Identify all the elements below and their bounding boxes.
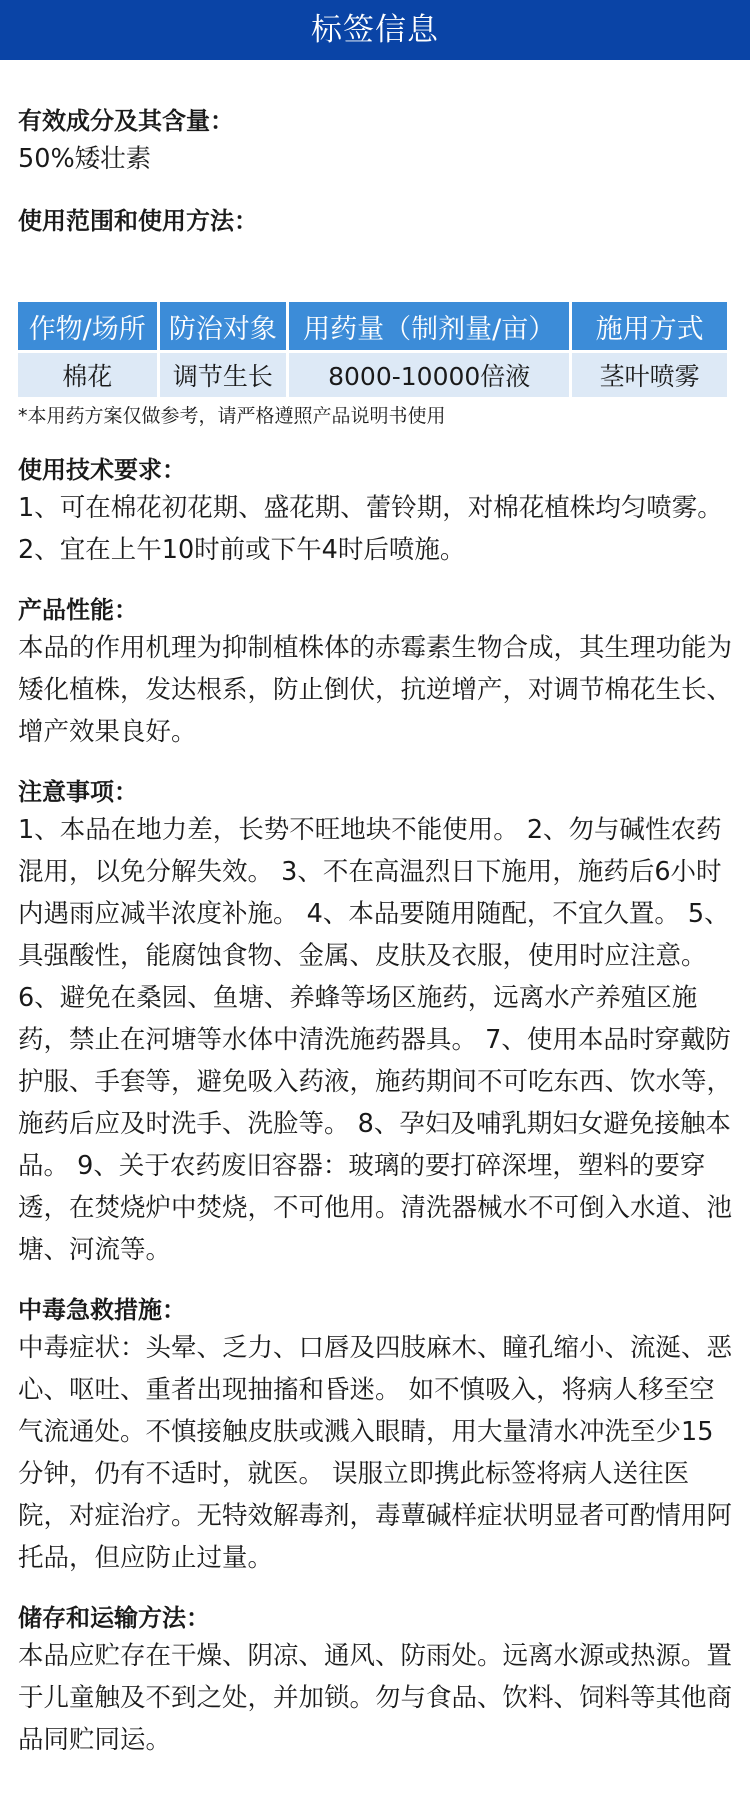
- precautions-title: 注意事项：: [18, 778, 138, 806]
- dosage-table: [15, 302, 730, 397]
- performance-text: 本品的作用机理为抑制植株体的赤霉素生物合成，其生理功能为矮化植株，发达根系，防止倒伏，抗逆增产，对调节棉花生长、增产效果良好。: [18, 633, 733, 747]
- page-header: [0, 0, 750, 60]
- storage-text: 本品应贮存在干燥、阴凉、通风、防雨处。远离水源或热源。置于儿童触及不到之处，并加锁。勿与食品、饮料、饲料等其他商品同贮同运。: [18, 1641, 733, 1755]
- storage-title: 储存和运输方法：: [18, 1604, 210, 1632]
- dosage-table-header-row: [18, 302, 727, 350]
- ingredients-title: 有效成分及其含量：: [18, 107, 234, 135]
- cell-dosage: 8000-10000倍液: [289, 350, 569, 397]
- technique-section: [18, 453, 732, 571]
- first-aid-text: 中毒症状：头晕、乏力、口唇及四肢麻木、瞳孔缩小、流涎、恶心、呕吐、重者出现抽搐和昏迷。 如不慎吸入，将病人移至空气流通处。不慎接触皮肤或溅入眼睛，用大量清水冲洗至少15分钟，仍有不适时，就医。 误服立即携此标签将病人送往医院，对症治疗。无特效解毒剂，毒蕈碱样症状明显者可酌情用阿托品，但应防止过量。: [18, 1333, 733, 1573]
- usage-note: *本用药方案仅做参考，请严格遵照产品说明书使用: [18, 405, 446, 427]
- first-aid-title: 中毒急救措施：: [18, 1296, 186, 1324]
- label-content: [0, 60, 750, 1761]
- technique-text: 1、可在棉花初花期、盛花期、蕾铃期，对棉花植株均匀喷雾。 2、宜在上午10时前或下午4时后喷施。: [18, 493, 723, 565]
- performance-title: 产品性能：: [18, 596, 138, 624]
- page-title: 标签信息: [311, 12, 439, 48]
- usage-section: [18, 204, 732, 431]
- precautions-text: 1、本品在地力差，长势不旺地块不能使用。 2、勿与碱性农药混用，以免分解失效。 3、不在高温烈日下施用，施药后6小时内遇雨应减半浓度补施。 4、本品要随用随配，不宜久置。 5、具强酸性，能腐蚀食物、金属、皮肤及衣服，使用时应注意。 6、避免在桑园、鱼塘、养蜂等场区施药，远离水产养殖区施药，禁止在河塘等水体中清洗施药器具。 7、使用本品时穿戴防护服、手套等，避免吸入药液，施药期间不可吃东西、饮水等，施药后应及时洗手、洗脸等。 8、孕妇及哺乳期妇女避免接触本品。 9、关于农药废旧容器：玻璃的要打碎深埋，塑料的要穿透，在焚烧炉中焚烧，不可他用。清洗器械水不可倒入水道、池塘、河流等。: [18, 815, 733, 1265]
- technique-title: 使用技术要求：: [18, 456, 186, 484]
- ingredients-text: 50%矮壮素: [18, 144, 152, 174]
- cell-crop: 棉花: [18, 350, 157, 397]
- first-aid-section: [18, 1293, 732, 1579]
- storage-section: [18, 1601, 732, 1761]
- cell-target: 调节生长: [160, 350, 287, 397]
- col-header-dosage: 用药量（制剂量/亩）: [289, 302, 569, 350]
- cell-method: 茎叶喷雾: [572, 350, 727, 397]
- table-row: [18, 350, 727, 397]
- col-header-method: 施用方式: [572, 302, 727, 350]
- usage-title: 使用范围和使用方法：: [18, 207, 258, 235]
- col-header-crop: 作物/场所: [18, 302, 157, 350]
- performance-section: [18, 593, 732, 753]
- col-header-target: 防治对象: [160, 302, 287, 350]
- ingredients-section: [18, 60, 732, 180]
- precautions-section: [18, 775, 732, 1271]
